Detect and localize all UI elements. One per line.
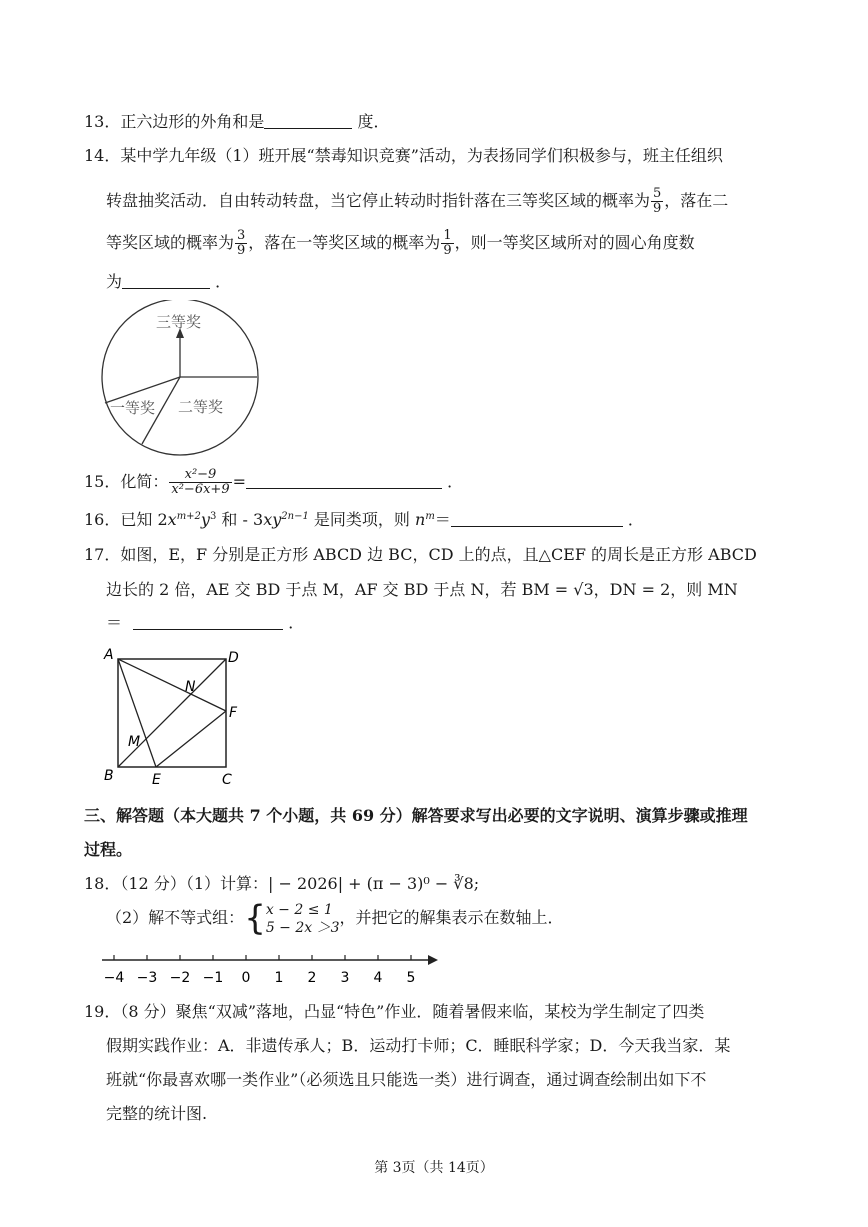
square-figure bbox=[100, 645, 250, 790]
question-text: 等奖区域的概率为 bbox=[106, 233, 235, 252]
label-second-prize: 二等奖 bbox=[178, 398, 224, 416]
question-text: 某中学九年级（1）班开展“禁毒知识竞赛”活动，为表扬同学们积极参与，班主任组织 bbox=[120, 146, 723, 165]
question-text: （2）解不等式组： bbox=[106, 908, 245, 927]
equals-sign: ＝ bbox=[434, 510, 451, 529]
section-3-heading bbox=[84, 806, 748, 826]
tick-label: 1 bbox=[274, 970, 284, 986]
question-text: 是同类项，则 bbox=[308, 510, 415, 529]
tick-label: 5 bbox=[406, 970, 416, 986]
exponent: m+2 bbox=[176, 511, 201, 522]
question-text: 班就“你最喜欢哪一类作业”（必须选且只能选一类）进行调查，通过调查绘制出如下不 bbox=[106, 1070, 707, 1089]
question-text: ，落在一等奖区域的概率为 bbox=[248, 233, 441, 252]
question-19-line-1 bbox=[84, 1002, 704, 1022]
question-text: 正六边形的外角和是 bbox=[120, 112, 265, 131]
denominator: x²−6x+9 bbox=[171, 482, 230, 497]
question-text: ，则一等奖区域所对的圆心角度数 bbox=[454, 233, 695, 252]
question-19-line-4 bbox=[106, 1104, 207, 1124]
denominator: 9 bbox=[653, 201, 662, 216]
question-text: 为 bbox=[106, 272, 123, 291]
page-number: 第 3页（共 14页） bbox=[374, 1160, 494, 1176]
question-15 bbox=[84, 467, 463, 497]
fraction-expression bbox=[169, 468, 231, 497]
question-text-end: 度． bbox=[357, 112, 390, 131]
denominator: 9 bbox=[237, 243, 246, 258]
fraction-second-prize bbox=[235, 229, 247, 258]
question-18-part-1 bbox=[84, 874, 479, 894]
number-line[interactable] bbox=[96, 946, 446, 988]
question-17-line-1 bbox=[84, 545, 757, 565]
point-label-e: E bbox=[152, 772, 161, 788]
point-label-d: D bbox=[228, 650, 239, 666]
exponent: m bbox=[425, 511, 435, 522]
question-14-line-2 bbox=[106, 186, 728, 216]
question-text: ，并把它的解集表示在数轴上． bbox=[339, 908, 564, 927]
inequality-2: 5 − 2x ＞3 bbox=[265, 919, 340, 936]
question-14-line-1 bbox=[84, 146, 723, 166]
question-number: 19． bbox=[84, 1002, 121, 1021]
prize-wheel-figure bbox=[100, 300, 262, 460]
tick-label: −2 bbox=[169, 970, 191, 986]
axis-arrow-icon bbox=[428, 955, 438, 965]
question-text: 完整的统计图. bbox=[106, 1104, 208, 1123]
answer-blank[interactable] bbox=[451, 510, 623, 527]
tick-label: −4 bbox=[103, 970, 125, 986]
var-y: y bbox=[200, 510, 210, 529]
question-text: 假期实践作业：A．非遗传承人；B．运动打卡师；C．睡眠科学家；D．今天我当家．某 bbox=[106, 1036, 731, 1055]
tick-label: −3 bbox=[136, 970, 158, 986]
var-x: x bbox=[167, 510, 177, 529]
question-text: （8 分）聚焦“双减”落地，凸显“特色”作业．随着暑假来临，某校为学生制定了四类 bbox=[120, 1002, 705, 1021]
question-text: 化简： bbox=[120, 472, 169, 491]
question-18-part-2 bbox=[106, 898, 564, 938]
question-14-line-3 bbox=[106, 228, 695, 258]
point-label-n: N bbox=[185, 679, 196, 695]
inequality-1: x − 2 ≤ 1 bbox=[265, 901, 333, 918]
question-text: 转盘抽奖活动．自由转动转盘，当它停止转动时指针落在三等奖区域的概率为 bbox=[106, 191, 651, 210]
numerator: 1 bbox=[443, 228, 452, 243]
question-text: 如图，E，F 分别是正方形 ABCD 边 BC，CD 上的点，且△CEF 的周长是正方形 ABCD bbox=[120, 545, 757, 564]
question-text-end: ． bbox=[215, 272, 232, 291]
point-label-b: B bbox=[104, 768, 114, 784]
question-19-line-2 bbox=[106, 1036, 730, 1056]
exponent: 3 bbox=[209, 511, 217, 522]
denominator: 9 bbox=[443, 243, 452, 258]
label-third-prize: 三等奖 bbox=[156, 313, 202, 331]
equals-sign: = bbox=[232, 472, 246, 491]
point-label-f: F bbox=[229, 705, 238, 721]
page-footer bbox=[0, 1158, 868, 1178]
answer-blank[interactable] bbox=[264, 112, 352, 129]
section-heading-text: 过程。 bbox=[84, 840, 133, 859]
diagonal-bd bbox=[118, 659, 226, 767]
exponent: 2n−1 bbox=[281, 511, 309, 522]
var-xy: xy bbox=[263, 510, 282, 529]
numerator: 5 bbox=[653, 186, 662, 201]
question-number: 18． bbox=[84, 874, 121, 893]
section-heading-text: 三、解答题（本大题共 7 个小题，共 69 分）解答要求写出必要的文字说明、演算步骤或推理 bbox=[84, 806, 748, 825]
question-text: 和 - 3 bbox=[216, 510, 264, 529]
question-text: 边长的 2 倍，AE 交 BD 于点 M，AF 交 BD 于点 N，若 BM = √3，DN = 2，则 MN bbox=[106, 580, 738, 599]
question-text-end: ． bbox=[447, 472, 464, 491]
point-label-c: C bbox=[222, 772, 232, 788]
numerator: x²−9 bbox=[169, 468, 231, 483]
tick-label: 4 bbox=[373, 970, 383, 986]
question-number: 15． bbox=[84, 472, 121, 491]
brace-icon: { bbox=[244, 898, 266, 939]
tick-label: 2 bbox=[307, 970, 317, 986]
question-number: 14． bbox=[84, 146, 121, 165]
fraction-first-prize bbox=[441, 229, 453, 258]
question-17-line-2 bbox=[106, 580, 738, 600]
tick-label: −1 bbox=[202, 970, 224, 986]
question-text: 已知 2 bbox=[120, 510, 168, 529]
question-text: （12 分）（1）计算：| − 2026| + (π − 3)⁰ − ∛8; bbox=[120, 874, 480, 893]
section-3-heading-line-2 bbox=[84, 840, 132, 860]
question-text: ，落在二 bbox=[664, 191, 729, 210]
question-number: 16． bbox=[84, 510, 121, 529]
answer-blank[interactable] bbox=[133, 613, 283, 630]
question-number: 17． bbox=[84, 545, 121, 564]
question-14-line-4 bbox=[106, 272, 231, 292]
tick-label: 0 bbox=[241, 970, 251, 986]
point-label-m: M bbox=[128, 734, 141, 750]
question-text: ＝ bbox=[106, 613, 123, 632]
question-19-line-3 bbox=[106, 1070, 706, 1090]
question-17-line-3 bbox=[106, 613, 304, 633]
question-text-end: ． bbox=[288, 613, 305, 632]
numerator: 3 bbox=[237, 228, 246, 243]
inequality-system bbox=[266, 901, 340, 937]
answer-blank[interactable] bbox=[122, 272, 210, 289]
question-text-end: ． bbox=[627, 510, 644, 529]
answer-blank[interactable] bbox=[246, 472, 442, 489]
question-number: 13． bbox=[84, 112, 121, 131]
fraction-third-prize bbox=[651, 187, 663, 216]
question-16 bbox=[84, 510, 644, 530]
question-13 bbox=[84, 112, 390, 132]
label-first-prize: 一等奖 bbox=[110, 399, 156, 417]
tick-label: 3 bbox=[340, 970, 350, 986]
point-label-a: A bbox=[104, 647, 114, 663]
var-n: n bbox=[415, 510, 426, 529]
